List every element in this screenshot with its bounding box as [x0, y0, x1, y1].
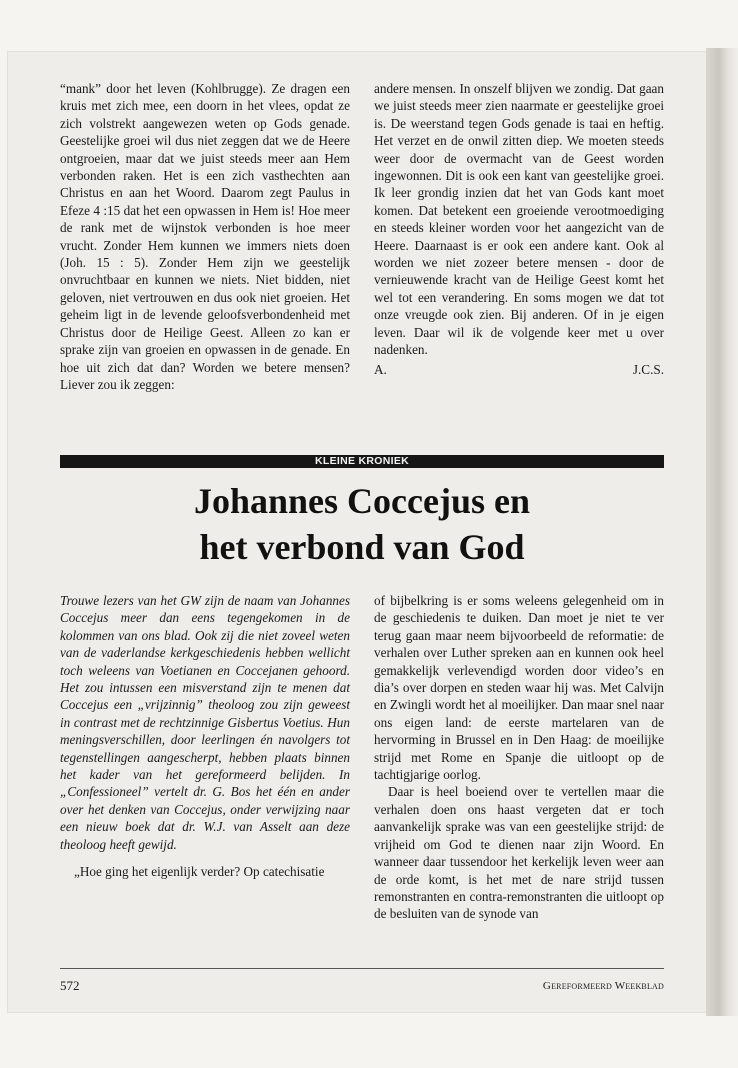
signoff-author: J.C.S. [632, 361, 664, 377]
top-right-column [374, 80, 664, 378]
footer-rule [60, 968, 664, 969]
article-paragraph-2: Daar is heel boeiend over te vertellen maar die verhalen doen ons haast vergeten dat er toch aanvankelijk sprake was van een geestelijke strijd: de vrijheid om God te dienen naar zijn Woord. En wanneer daar tussendoor het kerkelijk leven weer aan de orde komt, is het met de nare strijd tussen remonstranten en contra-remonstranten die uitloopt op de besluiten van de synode van [374, 784, 664, 922]
book-spine [706, 48, 738, 1016]
article-paragraph-continued: of bijbelkring is er soms weleens gelegenheid om in de geschiedenis te duiken. Dan moet je niet te ver terug gaan maar neem bijvoorbeeld de reformatie: de verhalen over Luther spreken aan en kunnen ook heel gemakkelijk verlevendigd worden door video’s en dia’s over dorpen en steden waar hij was. Met Calvijn en Zwingli wordt het al moeilijker. Dan maar snel naar ons eigen land: de eerste martelaren van de hervorming in Brussel en in Den Haag: de moeilijke strijd met Rome en Spanje die uitloopt op de tachtigjarige oorlog. [374, 593, 664, 783]
headline-line-2: het verbond van God [199, 527, 525, 567]
magazine-name: Gereformeerd Weekblad [542, 980, 664, 992]
article-headline [60, 478, 664, 570]
author-signoff [374, 361, 664, 378]
section-banner: KLEINE KRONIEK [60, 455, 664, 468]
main-left-column [60, 592, 350, 881]
top-right-text: andere mensen. In onszelf blijven we zondig. Dat gaan we juist steeds meer zien naarmate er geestelijke groei is. De weerstand tegen Gods genade is taai en heftig. Het verzet en de onwil zitten diep. We moeten steeds weer door de overmacht van de Geest worden ingewonnen. Dit is ook een kant van geestelijke groei. Ik leer grondig inzien dat het van Gods kant moet komen. Dat betekent een groeiende verootmoediging en steeds kleiner worden voor het aangezicht van de Heere. Daarnaast is er ook een andere kant. Ook al worden we niet zozeer betere mensen - door de vernieuwende kracht van de Heilige Geest komt het wel tot een verandering. En soms mogen we dat tot onze vreugde ook zien. Bij anderen. Of in je eigen leven. Daar wil ik de volgende keer met u over nadenken. [374, 81, 664, 358]
article-paragraph-start: „Hoe ging het eigenlijk verder? Op catechisatie [74, 864, 325, 880]
top-left-text: “mank” door het leven (Kohlbrugge). Ze dragen een kruis met zich mee, een doorn in het vlees, opdat ze zich volstrekt aangewezen weten op Gods genade. Geestelijke groei wil dus niet zeggen dat we de Heere ontgroeien, maar dat we juist steeds meer aan Hem verbonden raken. Het is een zich vasthechten aan Christus en aan het Woord. Daarom zegt Paulus in Efeze 4 :15 dat het een opwassen in Hem is! Hoe meer de rank met de wijnstok verbonden is hoe meer vrucht. Zonder Hem kunnen we immers niets doen (Joh. 15 : 5). Zonder Hem zijn we geestelijk onvruchtbaar en kunnen we niets. Niet bidden, niet geloven, niet vertrouwen en dus ook niet groeien. Het geheim ligt in de levende geloofsverbondenheid met Christus door de Heilige Geest. Alleen zo kan er sprake zijn van groeien en opwassen in de genade. En hoe uit zich dat dan? Worden we betere mensen? Liever zou ik zeggen: [60, 81, 350, 392]
main-right-column [374, 592, 664, 923]
headline-line-1: Johannes Coccejus en [193, 481, 530, 521]
signoff-initial: A. [374, 361, 387, 377]
article-intro: Trouwe lezers van het GW zijn de naam van Johannes Coccejus meer dan eens tegengekomen in de kolommen van ons blad. Ook zij die niet zoveel weten van de vaderlandse kerkgeschiedenis hebben wellicht toch weleens van Voetianen en Coccejanen gehoord. Het zou intussen een misverstand zijn te menen dat Coccejus een „vrijzinnig” theoloog zou zijn geweest in contrast met de rechtzinnige Gisbertus Voetius. Hun meningsverschillen, door leerlingen én navolgers tot tegenstellingen aangescherpt, hebben plaats binnen het kader van het gereformeerd belijden. In „Confessioneel” vertelt dr. G. Bos het één en ander over het denken van Coccejus, onder verwijzing naar een nieuw boek dat dr. W.J. van Asselt aan deze theoloog heeft gewijd. [60, 593, 350, 852]
page-number: 572 [60, 978, 80, 993]
top-left-column [60, 80, 350, 393]
